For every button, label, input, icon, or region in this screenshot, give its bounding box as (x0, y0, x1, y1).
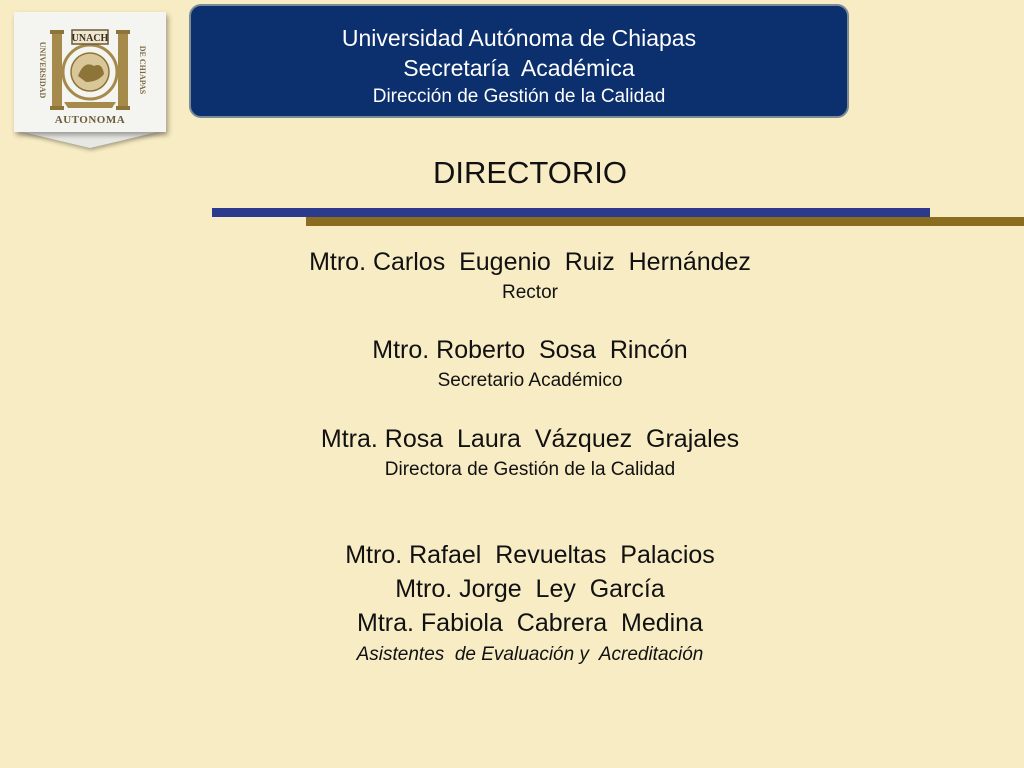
university-name: Universidad Autónoma de Chiapas (341, 25, 697, 51)
title-underline-olive (306, 217, 1024, 226)
director-name: Mtra. Rosa Laura Vázquez Grajales (320, 425, 740, 453)
logo-badge-tip (14, 130, 166, 148)
page-title: DIRECTORIO (432, 155, 628, 190)
assistant-name: Mtro. Rafael Revueltas Palacios (345, 541, 715, 569)
svg-text:UNIVERSIDAD: UNIVERSIDAD (38, 41, 47, 99)
svg-text:DE CHIAPAS: DE CHIAPAS (138, 45, 147, 95)
logo-wordmark: AUTONOMA (54, 114, 126, 126)
assistants-role: Asistentes de Evaluación y Acreditación (356, 644, 704, 665)
secretariat-name: Secretaría Académica (403, 55, 635, 81)
title-underline-blue (212, 208, 930, 217)
director-name: Mtro. Roberto Sosa Rincón (372, 336, 688, 364)
director-role: Directora de Gestión de la Calidad (384, 459, 676, 480)
director-role: Secretario Académico (437, 370, 623, 391)
assistant-name: Mtro. Jorge Ley García (395, 575, 665, 603)
director-name: Mtro. Carlos Eugenio Ruiz Hernández (309, 248, 751, 276)
header-banner (189, 4, 849, 118)
director-role: Rector (502, 282, 558, 303)
university-logo (14, 12, 166, 132)
svg-text:UNACH: UNACH (71, 33, 109, 44)
assistant-name: Mtra. Fabiola Cabrera Medina (357, 609, 703, 637)
department-name: Dirección de Gestión de la Calidad (372, 86, 666, 107)
